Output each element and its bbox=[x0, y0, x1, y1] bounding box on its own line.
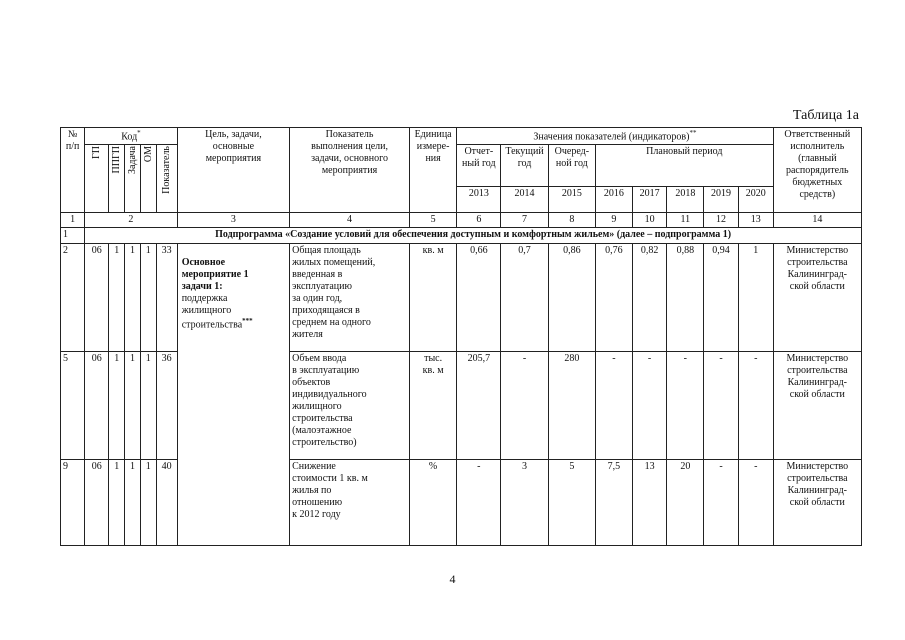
column-number: 13 bbox=[738, 213, 773, 228]
code-cell: 06 bbox=[85, 244, 109, 352]
indicators-table bbox=[60, 127, 862, 546]
value-cell: - bbox=[632, 352, 667, 460]
code-cell: 1 bbox=[109, 244, 125, 352]
indicator-cell: Общая площадь жилых помещений, введенная в эксплуатацию за один год, приходящаяся в среднем на одного жителя bbox=[290, 244, 410, 352]
indicator-cell: Объем ввода в эксплуатацию объектов индивидуального жилищного строительства (малоэтажное строительство) bbox=[290, 352, 410, 460]
value-cell: - bbox=[738, 460, 773, 546]
header-indicator: Показатель выполнения цели, задачи, основного мероприятия bbox=[290, 128, 410, 213]
code-cell: 1 bbox=[109, 352, 125, 460]
code-cell: 1 bbox=[125, 244, 141, 352]
header-unit: Единица измере- ния bbox=[409, 128, 456, 213]
value-cell: 0,88 bbox=[667, 244, 704, 352]
header-code-task: Задача bbox=[125, 145, 141, 213]
year-cell: 2016 bbox=[595, 187, 632, 213]
value-cell: 1 bbox=[738, 244, 773, 352]
value-cell: 280 bbox=[548, 352, 595, 460]
indicator-cell: Снижение стоимости 1 кв. м жилья по отношению к 2012 году bbox=[290, 460, 410, 546]
column-number: 11 bbox=[667, 213, 704, 228]
responsible-cell: Министерство строительства Калининград- ской области bbox=[773, 244, 861, 352]
header-next-year: Очеред- ной год bbox=[548, 145, 595, 187]
value-cell: - bbox=[501, 352, 548, 460]
column-number: 12 bbox=[704, 213, 739, 228]
goal-title: Основное мероприятие 1 задачи 1: bbox=[181, 257, 249, 293]
header-responsible: Ответственный исполнитель (главный распорядитель бюджетных средств) bbox=[773, 128, 861, 213]
code-cell: 06 bbox=[85, 460, 109, 546]
value-cell: 13 bbox=[632, 460, 667, 546]
header-values: Значения показателей (индикаторов)** bbox=[457, 128, 773, 145]
code-cell: 40 bbox=[156, 460, 177, 546]
header-code-om: ОМ bbox=[140, 145, 156, 213]
column-number: 6 bbox=[457, 213, 501, 228]
year-cell: 2018 bbox=[667, 187, 704, 213]
subprogram-num: 1 bbox=[61, 228, 85, 244]
header-code: Код* bbox=[85, 128, 178, 145]
year-cell: 2019 bbox=[704, 187, 739, 213]
code-cell: 06 bbox=[85, 352, 109, 460]
header-planned-period: Плановый период bbox=[595, 145, 773, 187]
column-number: 14 bbox=[773, 213, 861, 228]
unit-cell: кв. м bbox=[409, 244, 456, 352]
row-num: 5 bbox=[61, 352, 85, 460]
year-cell: 2013 bbox=[457, 187, 501, 213]
code-cell: 1 bbox=[109, 460, 125, 546]
year-cell: 2014 bbox=[501, 187, 548, 213]
value-cell: - bbox=[457, 460, 501, 546]
column-number: 8 bbox=[548, 213, 595, 228]
table-row bbox=[61, 244, 862, 352]
code-cell: 1 bbox=[140, 352, 156, 460]
code-cell: 33 bbox=[156, 244, 177, 352]
column-number: 4 bbox=[290, 213, 410, 228]
code-cell: 1 bbox=[140, 460, 156, 546]
unit-cell: тыс. кв. м bbox=[409, 352, 456, 460]
row-num: 2 bbox=[61, 244, 85, 352]
value-cell: - bbox=[704, 352, 739, 460]
column-number: 3 bbox=[177, 213, 289, 228]
header-num: № п/п bbox=[61, 128, 85, 213]
column-number: 7 bbox=[501, 213, 548, 228]
header-reported-year: Отчет- ный год bbox=[457, 145, 501, 187]
code-cell: 1 bbox=[140, 244, 156, 352]
column-number: 5 bbox=[409, 213, 456, 228]
value-cell: 5 bbox=[548, 460, 595, 546]
header-code-gp: ГП bbox=[85, 145, 109, 213]
table-caption: Таблица 1а bbox=[792, 108, 859, 123]
value-cell: 0,76 bbox=[595, 244, 632, 352]
value-cell: 0,66 bbox=[457, 244, 501, 352]
column-number: 9 bbox=[595, 213, 632, 228]
header-current-year: Текущий год bbox=[501, 145, 548, 187]
year-cell: 2020 bbox=[738, 187, 773, 213]
value-cell: 3 bbox=[501, 460, 548, 546]
value-cell: 205,7 bbox=[457, 352, 501, 460]
value-cell: - bbox=[704, 460, 739, 546]
subprogram-title: Подпрограмма «Создание условий для обеспечения доступным и комфортным жильем» (далее – подпрограмма 1) bbox=[85, 228, 862, 244]
code-cell: 1 bbox=[125, 352, 141, 460]
responsible-cell: Министерство строительства Калининград- ской области bbox=[773, 352, 861, 460]
goal-text: поддержка жилищного строительства bbox=[181, 293, 243, 331]
header-code-ppgp: ППГП bbox=[109, 145, 125, 213]
unit-cell: % bbox=[409, 460, 456, 546]
code-cell: 36 bbox=[156, 352, 177, 460]
year-cell: 2015 bbox=[548, 187, 595, 213]
code-cell: 1 bbox=[125, 460, 141, 546]
header-code-indicator: Показатель bbox=[156, 145, 177, 213]
value-cell: 20 bbox=[667, 460, 704, 546]
value-cell: - bbox=[738, 352, 773, 460]
value-cell: - bbox=[667, 352, 704, 460]
value-cell: - bbox=[595, 352, 632, 460]
value-cell: 0,86 bbox=[548, 244, 595, 352]
header-goal: Цель, задачи, основные мероприятия bbox=[177, 128, 289, 213]
value-cell: 7,5 bbox=[595, 460, 632, 546]
value-cell: 0,7 bbox=[501, 244, 548, 352]
year-cell: 2017 bbox=[632, 187, 667, 213]
page-number: 4 bbox=[449, 572, 456, 586]
column-number: 1 bbox=[61, 213, 85, 228]
responsible-cell: Министерство строительства Калининград- ской области bbox=[773, 460, 861, 546]
row-num: 9 bbox=[61, 460, 85, 546]
column-number: 10 bbox=[632, 213, 667, 228]
value-cell: 0,82 bbox=[632, 244, 667, 352]
column-number: 2 bbox=[85, 213, 178, 228]
goal-cell: Основное мероприятие 1 задачи 1: поддержка жилищного строительства*** bbox=[177, 244, 289, 546]
value-cell: 0,94 bbox=[704, 244, 739, 352]
